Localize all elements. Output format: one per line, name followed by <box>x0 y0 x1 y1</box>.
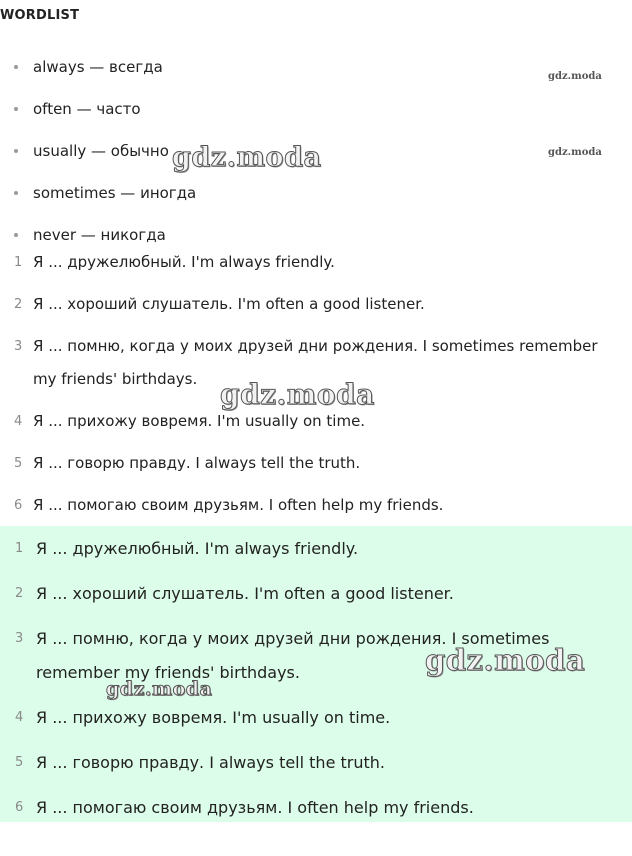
bullet-icon <box>14 233 18 237</box>
answer-item <box>0 532 632 566</box>
sentence-number: 6 <box>14 498 23 513</box>
wordlist-item <box>0 46 196 88</box>
answer-text: Я ... помню, когда у моих друзей дни рождения. I sometimes remember my friends' birthdays. <box>36 629 550 682</box>
wordlist <box>0 46 196 256</box>
answer-text: Я ... хороший слушатель. I'm often a good listener. <box>36 584 454 603</box>
answer-number: 6 <box>15 800 24 815</box>
sentence-text: Я ... говорю правду. I always tell the truth. <box>33 454 361 472</box>
watermark: gdz.moda <box>106 678 213 700</box>
answer-text: Я ... дружелюбный. I'm always friendly. <box>36 539 359 558</box>
answer-number: 2 <box>15 586 24 601</box>
answer-list <box>0 532 632 836</box>
answer-number: 5 <box>15 755 24 770</box>
sentence-text: Я ... помню, когда у моих друзей дни рождения. I sometimes remember my friends' birthdays. <box>33 337 598 388</box>
sentence-number: 5 <box>14 456 23 471</box>
wordlist-item <box>0 172 196 214</box>
answer-text: Я ... прихожу вовремя. I'm usually on time. <box>36 708 391 727</box>
answer-item <box>0 577 632 611</box>
bullet-icon <box>14 149 18 153</box>
wordlist-text: usually — обычно <box>33 142 169 160</box>
sentence-item <box>0 288 632 321</box>
sentence-text: Я ... помогаю своим друзьям. I often help my friends. <box>33 496 444 514</box>
sentence-number: 2 <box>14 297 23 312</box>
watermark: gdz.moda <box>548 71 602 82</box>
wordlist-item <box>0 130 196 172</box>
watermark: gdz.moda <box>548 147 602 158</box>
sentence-number: 4 <box>14 414 23 429</box>
answer-item <box>0 791 632 825</box>
sentence-item <box>0 489 632 522</box>
sentence-number: 1 <box>14 255 23 270</box>
wordlist-heading: WORDLIST <box>0 8 80 23</box>
sentence-item <box>0 246 632 279</box>
answer-text: Я ... говорю правду. I always tell the truth. <box>36 753 385 772</box>
watermark: gdz.moda <box>425 643 586 677</box>
wordlist-text: never — никогда <box>33 226 166 244</box>
sentence-text: Я ... хороший слушатель. I'm often a good listener. <box>33 295 425 313</box>
answer-item <box>0 701 632 735</box>
sentence-item <box>0 447 632 480</box>
sentence-text: Я ... прихожу вовремя. I'm usually on time. <box>33 412 366 430</box>
wordlist-text: sometimes — иногда <box>33 184 197 202</box>
sentence-text: Я ... дружелюбный. I'm always friendly. <box>33 253 335 271</box>
answer-text: Я ... помогаю своим друзьям. I often help my friends. <box>36 798 474 817</box>
wordlist-text: always — всегда <box>33 58 163 76</box>
answer-item <box>0 746 632 780</box>
bullet-icon <box>14 191 18 195</box>
watermark: gdz.moda <box>172 142 322 173</box>
bullet-icon <box>14 65 18 69</box>
wordlist-item <box>0 88 196 130</box>
watermark: gdz.moda <box>220 378 375 411</box>
answer-number: 4 <box>15 710 24 725</box>
wordlist-text: often — часто <box>33 100 141 118</box>
answer-number: 1 <box>15 541 24 556</box>
sentence-number: 3 <box>14 339 23 354</box>
answer-number: 3 <box>15 631 24 646</box>
bullet-icon <box>14 107 18 111</box>
